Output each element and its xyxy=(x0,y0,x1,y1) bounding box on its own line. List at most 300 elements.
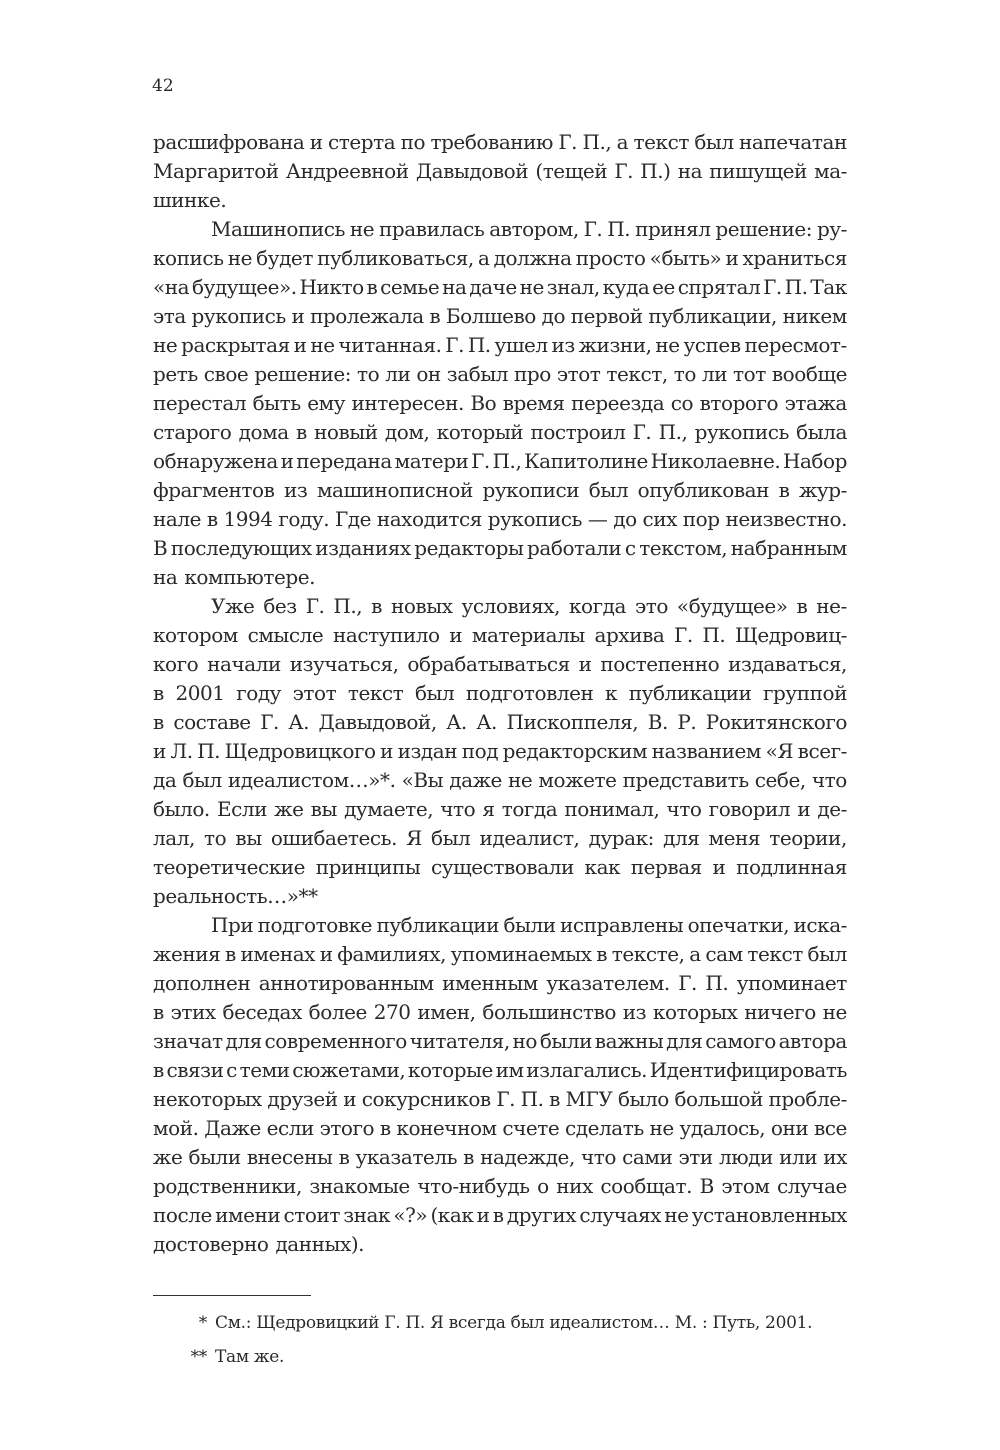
word: даче xyxy=(469,275,517,299)
text-line xyxy=(153,157,847,186)
word: ничего xyxy=(744,1000,816,1024)
word: и xyxy=(293,333,307,357)
word: и xyxy=(449,623,463,647)
word: должна xyxy=(493,246,572,270)
word: излагались. xyxy=(526,1058,648,1082)
word: Рокитянского xyxy=(705,710,847,734)
word: «быть» xyxy=(649,246,722,270)
word: было xyxy=(617,1087,669,1111)
word: редакторским xyxy=(502,739,648,763)
word: дом, xyxy=(384,420,430,444)
word: установленных xyxy=(691,1203,847,1227)
word: именах xyxy=(240,942,316,966)
word: сообщат. xyxy=(600,1174,693,1198)
word: архива xyxy=(594,623,665,647)
word: в xyxy=(463,1145,474,1169)
word: этажа xyxy=(784,391,847,415)
word: Щедровиц- xyxy=(735,623,847,647)
word: беседах xyxy=(222,1000,302,1024)
word: Г. xyxy=(678,971,697,995)
word: теми xyxy=(239,1058,290,1082)
text-line xyxy=(153,969,847,998)
word: теории, xyxy=(769,826,847,850)
word: ему xyxy=(307,391,346,415)
word: второго xyxy=(699,391,779,415)
word: в xyxy=(206,507,218,531)
word: Р. xyxy=(677,710,697,734)
word: люди xyxy=(718,1145,773,1169)
word: их xyxy=(823,1145,847,1169)
word: были xyxy=(503,913,556,937)
word: не xyxy=(822,1000,847,1024)
word: дополнен xyxy=(153,971,251,995)
word: в xyxy=(796,594,808,618)
word: в xyxy=(153,1000,164,1024)
word: шинке. xyxy=(153,188,227,212)
word: этом xyxy=(721,1174,770,1198)
word: группой xyxy=(763,681,847,705)
word: 270 xyxy=(373,1000,411,1024)
word: набранным xyxy=(730,536,847,560)
word: в xyxy=(224,942,236,966)
word: в xyxy=(153,710,164,734)
word: рукопись xyxy=(487,507,582,531)
word: подготовлен xyxy=(465,681,594,705)
word: не xyxy=(655,333,680,357)
word: реть xyxy=(153,362,198,386)
text-line xyxy=(153,1085,847,1114)
word: и xyxy=(712,855,726,879)
word: Андреевной xyxy=(285,159,409,183)
word: сокурсников xyxy=(361,1087,491,1111)
word: не xyxy=(508,768,533,792)
word: более xyxy=(308,1000,367,1024)
word: не xyxy=(310,333,335,357)
word: и xyxy=(280,449,294,473)
word: были xyxy=(188,1145,241,1169)
word: всег- xyxy=(797,739,847,763)
text-line xyxy=(153,1114,847,1143)
word: году xyxy=(236,681,282,705)
word: им xyxy=(495,1058,524,1082)
text-line xyxy=(153,679,847,708)
word: для xyxy=(666,1029,703,1053)
word: кого xyxy=(153,652,199,676)
word: П. xyxy=(197,739,221,763)
word: рукописи xyxy=(482,478,580,502)
word: публикации, xyxy=(648,304,777,328)
word: Г. xyxy=(260,710,279,734)
word: текст xyxy=(633,130,689,154)
word: В xyxy=(153,536,168,560)
word: иска- xyxy=(793,913,847,937)
word: то xyxy=(673,362,696,386)
text-line xyxy=(153,911,847,940)
word: упоминаемых xyxy=(450,942,592,966)
text-line xyxy=(153,244,847,273)
word: в xyxy=(492,1203,504,1227)
word: жур- xyxy=(798,478,847,502)
word: фрагментов xyxy=(153,478,275,502)
word: в xyxy=(429,304,441,328)
word: издан xyxy=(397,739,458,763)
word: куда xyxy=(602,275,650,299)
word: не xyxy=(227,246,253,270)
word: с xyxy=(226,1058,237,1082)
word: что-нибудь xyxy=(417,1174,530,1198)
word: идеалист, xyxy=(479,826,580,850)
word: и xyxy=(380,739,394,763)
word: и xyxy=(725,246,739,270)
text-line xyxy=(153,389,847,418)
word: сами xyxy=(622,1145,673,1169)
word: Если xyxy=(216,797,268,821)
word: а xyxy=(477,246,490,270)
word: «?» xyxy=(393,1203,428,1227)
word: на xyxy=(442,275,467,299)
word: Давыдовой xyxy=(415,159,529,183)
word: современного xyxy=(264,1029,407,1053)
word: была xyxy=(796,420,847,444)
word: тот xyxy=(733,362,766,386)
word: храниться xyxy=(742,246,847,270)
word: он xyxy=(416,362,441,386)
word: П. xyxy=(520,1087,544,1111)
word: напечатан xyxy=(739,130,847,154)
word: Набор xyxy=(782,449,847,473)
word: счете xyxy=(502,1116,560,1140)
word: интересен. xyxy=(351,391,464,415)
word: текст xyxy=(747,942,803,966)
word: теоретические xyxy=(153,855,306,879)
word: конечном xyxy=(396,1116,497,1140)
word: них xyxy=(556,1174,593,1198)
word: же xyxy=(153,1145,183,1169)
word: понимал, xyxy=(564,797,660,821)
word: «Вы xyxy=(401,768,444,792)
word: находится xyxy=(376,507,482,531)
word: не xyxy=(649,1116,674,1140)
word: со xyxy=(670,391,694,415)
word: Щедровицкого xyxy=(224,739,376,763)
word: знакомые xyxy=(309,1174,410,1198)
word: расшифрована xyxy=(153,130,305,154)
text-line xyxy=(153,1056,847,1085)
word: забыл xyxy=(446,362,509,386)
text-line xyxy=(153,737,847,766)
word: этот xyxy=(292,681,337,705)
word: году. xyxy=(278,507,330,531)
footnote-1 xyxy=(153,1311,847,1345)
word: «будущее» xyxy=(676,594,788,618)
footnote-marker: * xyxy=(198,1313,207,1333)
word: текстом, xyxy=(639,536,728,560)
word: машинописной xyxy=(316,478,473,502)
word: переезда xyxy=(571,391,665,415)
word: опечатки, xyxy=(687,913,790,937)
word: Идентифицировать xyxy=(649,1058,847,1082)
word: к xyxy=(605,681,618,705)
word: Г. xyxy=(763,275,782,299)
word: Даже xyxy=(204,1116,261,1140)
word: связи xyxy=(166,1058,224,1082)
word: 1994 xyxy=(223,507,273,531)
word: лал, xyxy=(153,826,195,850)
word: читанная. xyxy=(338,333,442,357)
text-line xyxy=(153,273,847,302)
word: Николаевне. xyxy=(650,449,781,473)
word: тексте, xyxy=(611,942,685,966)
word: был xyxy=(414,681,455,705)
footnote-2 xyxy=(153,1345,847,1379)
word: говорил xyxy=(708,797,791,821)
word: в xyxy=(371,594,382,618)
word: Так xyxy=(810,275,847,299)
word: надежде, xyxy=(480,1145,575,1169)
word: друзей xyxy=(267,1087,338,1111)
word: было. xyxy=(153,797,210,821)
word: Никто xyxy=(299,275,364,299)
word: в xyxy=(295,420,307,444)
word: Г. xyxy=(305,594,325,618)
word: знал, xyxy=(546,275,600,299)
word: ушел xyxy=(494,333,548,357)
word: А. xyxy=(476,710,497,734)
page-number: 42 xyxy=(152,76,174,96)
text-line xyxy=(153,1201,847,1230)
word: условиях, xyxy=(461,594,561,618)
word: были xyxy=(539,1029,593,1053)
word: значат xyxy=(153,1029,223,1053)
word: Давыдовой, xyxy=(318,710,437,734)
word: ма- xyxy=(814,159,847,183)
text-line xyxy=(153,766,847,795)
word: о xyxy=(537,1174,549,1198)
word: в xyxy=(596,942,608,966)
body-text xyxy=(153,128,847,1259)
word: просто xyxy=(575,246,646,270)
word: этих xyxy=(170,1000,216,1024)
word: которые xyxy=(407,1058,493,1082)
word: публикации xyxy=(628,681,752,705)
word: П.) xyxy=(640,159,671,183)
word: Г. xyxy=(632,420,652,444)
word: все xyxy=(813,1116,847,1140)
text-line xyxy=(153,940,847,969)
word: последующих xyxy=(170,536,312,560)
word: Г. xyxy=(471,449,490,473)
word: родственники, xyxy=(153,1174,302,1198)
word: что xyxy=(440,797,476,821)
word: этого xyxy=(319,1116,375,1140)
word: читателя, xyxy=(409,1029,510,1053)
word: который xyxy=(436,420,524,444)
word: тогда xyxy=(501,797,558,821)
word: не xyxy=(664,1203,689,1227)
word: и xyxy=(309,130,323,154)
word: Болшево xyxy=(445,304,536,328)
word: что xyxy=(666,797,702,821)
word: себе, xyxy=(754,768,806,792)
word: время xyxy=(502,391,565,415)
word: требованию xyxy=(430,130,554,154)
word: обрабатываться xyxy=(407,652,570,676)
text-line xyxy=(153,795,847,824)
text-line xyxy=(153,1143,847,1172)
word: не xyxy=(153,333,178,357)
word: Уже xyxy=(211,594,255,618)
word: и xyxy=(578,652,592,676)
word: а xyxy=(616,130,629,154)
word: указатель xyxy=(355,1145,458,1169)
word: то xyxy=(357,362,380,386)
word: 2001 xyxy=(175,681,225,705)
word: был xyxy=(430,826,471,850)
word: пор xyxy=(682,507,720,531)
word: правилась xyxy=(379,217,485,241)
word: эта xyxy=(153,304,186,328)
word: материалы xyxy=(471,623,585,647)
word: в xyxy=(366,275,378,299)
word: Г. xyxy=(496,1087,516,1111)
word: для xyxy=(663,826,700,850)
word: или xyxy=(779,1145,818,1169)
word: не xyxy=(349,217,375,241)
word: текст, xyxy=(606,362,668,386)
word: по xyxy=(400,130,426,154)
word: новых xyxy=(390,594,453,618)
text-line xyxy=(153,853,847,882)
word: был xyxy=(694,130,734,154)
word: обнаружена xyxy=(153,449,278,473)
word: составе xyxy=(173,710,251,734)
text-line xyxy=(153,302,847,331)
word: Г. xyxy=(614,159,634,183)
word: на xyxy=(677,159,703,183)
word: никем xyxy=(782,304,847,328)
word: даже xyxy=(449,768,502,792)
word: новый xyxy=(314,420,378,444)
word: именным xyxy=(442,971,538,995)
word: но xyxy=(512,1029,538,1053)
word: П., xyxy=(333,594,363,618)
word: как xyxy=(584,855,621,879)
word: вы xyxy=(235,826,262,850)
word: семье xyxy=(380,275,440,299)
word: П. xyxy=(607,217,631,241)
word: Г. xyxy=(674,623,693,647)
word: после xyxy=(153,1203,212,1227)
word: удалось, xyxy=(679,1116,766,1140)
word: исправлены xyxy=(560,913,684,937)
word: важны xyxy=(594,1029,664,1053)
word: изданиях xyxy=(315,536,411,560)
text-line xyxy=(153,592,847,621)
word: Г. xyxy=(583,217,603,241)
word: матери xyxy=(394,449,469,473)
word: ли xyxy=(385,362,411,386)
word: (как xyxy=(430,1203,474,1227)
word: пересмот- xyxy=(744,333,847,357)
word: был xyxy=(588,478,629,502)
word: издаваться, xyxy=(728,652,847,676)
word: же xyxy=(274,797,304,821)
word: в xyxy=(338,1145,350,1169)
word: дома xyxy=(238,420,289,444)
word: Г. xyxy=(558,130,578,154)
text-line xyxy=(153,331,847,360)
word: данных). xyxy=(275,1232,365,1256)
word: копись xyxy=(153,246,224,270)
word: П. xyxy=(705,971,729,995)
word: П. xyxy=(784,275,808,299)
word: в xyxy=(379,1116,391,1140)
word: пишущей xyxy=(709,159,807,183)
word: некоторых xyxy=(153,1087,262,1111)
word: В xyxy=(699,1174,714,1198)
word: Г. xyxy=(445,333,464,357)
word: опубликован xyxy=(637,478,769,502)
word: Л. xyxy=(170,739,193,763)
text-line xyxy=(153,505,847,534)
word: компьютере. xyxy=(184,565,316,589)
word: вы xyxy=(310,797,337,821)
word: ру- xyxy=(817,217,847,241)
word: мой. xyxy=(153,1116,199,1140)
word: Машинопись xyxy=(211,217,345,241)
word: и xyxy=(343,1087,357,1111)
word: Маргаритой xyxy=(153,159,279,183)
word: они xyxy=(770,1116,809,1140)
word: сделать xyxy=(565,1116,644,1140)
word: стоит xyxy=(283,1203,340,1227)
word: достоверно xyxy=(153,1232,269,1256)
text-line xyxy=(153,534,847,563)
word: имен, xyxy=(417,1000,476,1024)
text-line xyxy=(153,621,847,650)
word: знак xyxy=(343,1203,391,1227)
word: и xyxy=(291,304,305,328)
text-line xyxy=(153,563,847,592)
word: (тещей xyxy=(535,159,608,183)
word: П., xyxy=(658,420,688,444)
word: публиковаться, xyxy=(317,246,474,270)
word: меня xyxy=(708,826,761,850)
word: пролежала xyxy=(310,304,424,328)
word: сих xyxy=(642,507,677,531)
word: быть xyxy=(252,391,301,415)
text-line xyxy=(153,1230,847,1259)
word: Во xyxy=(470,391,497,415)
word: Я xyxy=(406,826,422,850)
word: вообще xyxy=(771,362,847,386)
word: А. xyxy=(446,710,467,734)
word: П., xyxy=(492,449,522,473)
word: не xyxy=(519,275,544,299)
word: автора xyxy=(778,1029,847,1053)
word: свое xyxy=(203,362,249,386)
word: Пископпеля, xyxy=(506,710,639,734)
word: автором, xyxy=(489,217,579,241)
word: пробле- xyxy=(768,1087,847,1111)
word: начали xyxy=(207,652,281,676)
word: спрятал xyxy=(677,275,761,299)
word: упоминает xyxy=(736,971,847,995)
word: что xyxy=(811,768,847,792)
word: для xyxy=(225,1029,262,1053)
word: раскрытая xyxy=(181,333,290,357)
text-line xyxy=(153,1172,847,1201)
